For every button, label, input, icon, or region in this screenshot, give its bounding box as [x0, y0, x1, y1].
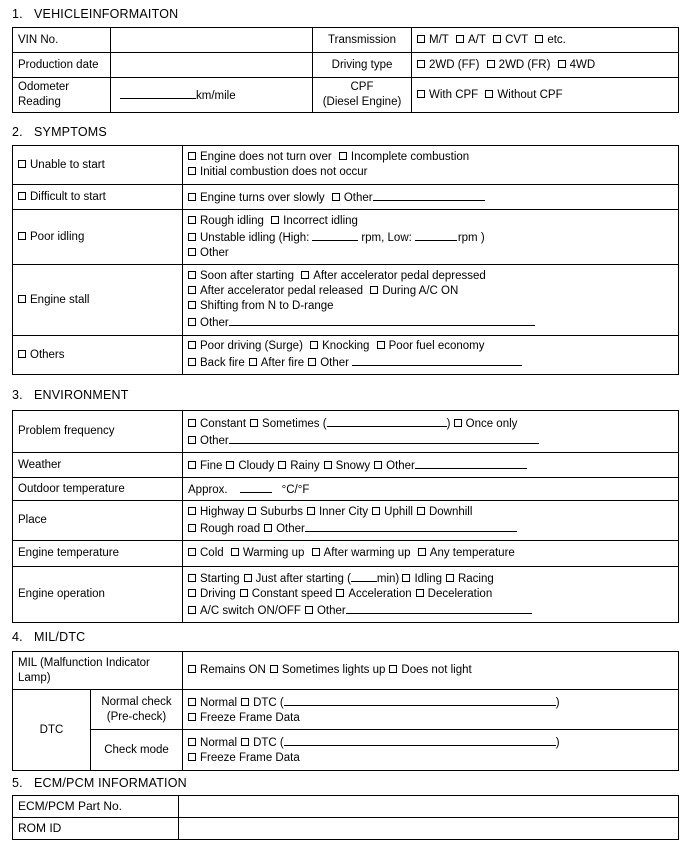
checkbox-after-warming[interactable]: After warming up	[312, 547, 411, 559]
checkbox-icon	[188, 436, 196, 444]
checkbox-icon	[374, 461, 382, 469]
checkbox-icon	[248, 507, 256, 515]
production-date-label: Production date	[13, 53, 111, 78]
checkbox-icon	[558, 60, 566, 68]
checkbox-sometimes[interactable]: Sometimes (	[250, 418, 327, 430]
weather-label: Weather	[13, 453, 183, 478]
normal-check-label: Normal check (Pre-check)	[91, 690, 183, 730]
checkbox-incomplete-combustion[interactable]: Incomplete combustion	[339, 151, 469, 163]
checkbox-icon	[188, 193, 196, 201]
checkbox-with-cpf[interactable]: With CPF	[417, 89, 478, 101]
checkbox-icon	[188, 248, 196, 256]
checkbox-icon	[188, 216, 196, 224]
checkbox-icon	[310, 341, 318, 349]
checkbox-rough-road[interactable]: Rough road	[188, 523, 260, 535]
checkbox-warming-up[interactable]: Warming up	[231, 547, 305, 559]
mil-label: MIL (Malfunction Indicator Lamp)	[13, 652, 183, 690]
checkbox-rainy[interactable]: Rainy	[278, 460, 319, 472]
checkbox-icon	[377, 341, 385, 349]
checkbox-icon	[188, 341, 196, 349]
checkbox-icon	[456, 35, 464, 43]
place-options	[183, 501, 679, 541]
checkbox-snowy[interactable]: Snowy	[324, 460, 371, 472]
checkbox-pedal-released[interactable]: After accelerator pedal released	[188, 285, 363, 297]
checkbox-cold[interactable]: Cold	[188, 547, 224, 559]
ecm-part-label: ECM/PCM Part No.	[13, 796, 179, 818]
engine-temperature-label: Engine temperature	[13, 541, 183, 567]
checkbox-icon	[188, 271, 196, 279]
checkbox-icon	[244, 574, 252, 582]
outdoor-temperature-label: Outdoor temperature	[13, 478, 183, 501]
checkbox-icon	[18, 295, 26, 303]
checkbox-weather-other[interactable]: Other	[374, 460, 415, 472]
checkbox-highway[interactable]: Highway	[188, 506, 244, 518]
checkbox-icon	[250, 419, 258, 427]
checkbox-normal-2[interactable]: Normal	[188, 737, 237, 749]
checkbox-icon	[188, 665, 196, 673]
checkbox-starting[interactable]: Starting	[188, 573, 240, 585]
outdoor-temperature-field[interactable]: Approx. °C/°F	[183, 478, 679, 501]
checkbox-icon	[188, 286, 196, 294]
checkbox-icon	[308, 358, 316, 366]
checkbox-inner-city[interactable]: Inner City	[307, 506, 368, 518]
cpf-options	[412, 78, 679, 113]
checkbox-icon	[312, 548, 320, 556]
checkbox-cvt[interactable]: CVT	[493, 34, 528, 46]
checkbox-once-only[interactable]: Once only	[454, 418, 518, 430]
checkbox-icon	[535, 35, 543, 43]
checkbox-icon	[389, 665, 397, 673]
checkbox-icon	[18, 232, 26, 240]
checkbox-icon	[188, 713, 196, 721]
checkbox-turns-slowly[interactable]: Engine turns over slowly	[188, 192, 325, 204]
checkbox-icon	[249, 358, 257, 366]
checkbox-freeze-frame-2[interactable]: Freeze Frame Data	[188, 752, 300, 764]
checkbox-deceleration[interactable]: Deceleration	[416, 588, 493, 600]
transmission-label: Transmission	[313, 28, 412, 53]
checkbox-downhill[interactable]: Downhill	[417, 506, 472, 518]
engine-operation-label: Engine operation	[13, 567, 183, 623]
odometer-label: Odometer Reading	[13, 78, 111, 113]
vehicle-info-table	[12, 27, 679, 113]
checkbox-just-after-start[interactable]: Just after starting	[244, 573, 344, 585]
vin-label: VIN No.	[13, 28, 111, 53]
checkbox-icon	[305, 606, 313, 614]
others-options	[183, 336, 679, 375]
checkbox-icon	[226, 461, 234, 469]
driving-type-options	[412, 53, 679, 78]
checkbox-idling[interactable]: Idling	[402, 573, 442, 585]
checkbox-ac-switch[interactable]: A/C switch ON/OFF	[188, 605, 301, 617]
checkbox-icon	[188, 753, 196, 761]
checkbox-icon	[485, 90, 493, 98]
checkbox-icon	[264, 524, 272, 532]
checkbox-freeze-frame-1[interactable]: Freeze Frame Data	[188, 712, 300, 724]
checkbox-incorrect-idling[interactable]: Incorrect idling	[271, 215, 358, 227]
checkbox-icon	[271, 216, 279, 224]
problem-frequency-label: Problem frequency	[13, 411, 183, 453]
checkbox-icon	[493, 35, 501, 43]
checkbox-icon	[188, 461, 196, 469]
checkbox-icon	[188, 698, 196, 706]
checkbox-icon	[417, 507, 425, 515]
checkbox-icon	[188, 358, 196, 366]
difficult-options	[183, 185, 679, 210]
checkbox-icon	[188, 606, 196, 614]
checkbox-icon	[241, 698, 249, 706]
check-mode-options: Normal DTC ( ) Freeze Frame Data	[183, 730, 679, 771]
environment-table	[12, 410, 679, 623]
checkbox-icon	[18, 160, 26, 168]
ecm-pcm-table	[12, 795, 679, 840]
checkbox-driving[interactable]: Driving	[188, 588, 236, 600]
symptom-engine-stall[interactable]: Engine stall	[13, 265, 183, 336]
checkbox-initial-combustion[interactable]: Initial combustion does not occur	[188, 166, 367, 178]
checkbox-mt[interactable]: M/T	[417, 34, 449, 46]
checkbox-place-other[interactable]: Other	[264, 523, 305, 535]
checkbox-icon	[417, 60, 425, 68]
engine-temperature-options	[183, 541, 679, 567]
checkbox-rough-idling[interactable]: Rough idling	[188, 215, 264, 227]
section-title-environment: 3. ENVIRONMENT	[12, 388, 129, 402]
dtc-label: DTC	[13, 690, 91, 771]
checkbox-icon	[370, 286, 378, 294]
checkbox-pedal-depressed[interactable]: After accelerator pedal depressed	[301, 270, 486, 282]
symptom-unable-to-start[interactable]: Unable to start	[13, 146, 183, 185]
checkbox-4wd[interactable]: 4WD	[558, 59, 596, 71]
checkbox-icon	[402, 574, 410, 582]
checkbox-icon	[372, 507, 380, 515]
rom-id-field[interactable]	[179, 818, 679, 840]
engine-stall-options	[183, 265, 679, 336]
checkbox-icon	[278, 461, 286, 469]
production-date-field[interactable]	[111, 53, 313, 78]
cpf-label: CPF (Diesel Engine)	[313, 78, 412, 113]
checkbox-icon	[188, 419, 196, 427]
checkbox-normal-1[interactable]: Normal	[188, 697, 237, 709]
symptom-others[interactable]: Others	[13, 336, 183, 375]
checkbox-icon	[188, 301, 196, 309]
checkbox-icon	[188, 167, 196, 175]
checkbox-fine[interactable]: Fine	[188, 460, 222, 472]
checkbox-knocking[interactable]: Knocking	[310, 340, 369, 352]
poor-idling-options: Rough idling Incorrect idling Unstable idling (High: rpm, Low: rpm ) Other	[183, 210, 679, 265]
checkbox-poor-driving[interactable]: Poor driving (Surge)	[188, 340, 303, 352]
checkbox-without-cpf[interactable]: Without CPF	[485, 89, 562, 101]
checkbox-icon	[241, 738, 249, 746]
checkbox-after-fire[interactable]: After fire	[249, 357, 304, 369]
checkbox-icon	[417, 35, 425, 43]
check-mode-label: Check mode	[91, 730, 183, 771]
normal-check-options: Normal DTC ( ) Freeze Frame Data	[183, 690, 679, 730]
place-label: Place	[13, 501, 183, 541]
symptoms-table	[12, 145, 679, 375]
checkbox-at[interactable]: A/T	[456, 34, 486, 46]
checkbox-icon	[417, 90, 425, 98]
engine-operation-options: Starting Just after starting ( min) Idling Racing Driving Constant speed Acceleration Deceleration A/C switch ON/OFF Other	[183, 567, 679, 623]
checkbox-fuel-economy[interactable]: Poor fuel economy	[377, 340, 485, 352]
ecm-part-field[interactable]	[179, 796, 679, 818]
checkbox-any-temp[interactable]: Any temperature	[418, 547, 515, 559]
checkbox-icon	[454, 419, 462, 427]
checkbox-icon	[188, 233, 196, 241]
checkbox-acceleration[interactable]: Acceleration	[336, 588, 411, 600]
checkbox-remains-on[interactable]: Remains ON	[188, 664, 266, 676]
mil-dtc-table	[12, 651, 679, 771]
driving-type-label: Driving type	[313, 53, 412, 78]
checkbox-icon	[18, 192, 26, 200]
checkbox-2wd-fr[interactable]: 2WD (FR)	[487, 59, 551, 71]
checkbox-icon	[188, 524, 196, 532]
checkbox-icon	[418, 548, 426, 556]
checkbox-constant-speed[interactable]: Constant speed	[240, 588, 333, 600]
checkbox-shifting[interactable]: Shifting from N to D-range	[188, 300, 334, 312]
checkbox-icon	[301, 271, 309, 279]
unable-options	[183, 146, 679, 185]
checkbox-icon	[188, 738, 196, 746]
checkbox-others-other[interactable]: Other	[308, 357, 349, 369]
checkbox-2wd-ff[interactable]: 2WD (FF)	[417, 59, 479, 71]
checkbox-dtc-2[interactable]: DTC (	[241, 737, 284, 749]
checkbox-cloudy[interactable]: Cloudy	[226, 460, 274, 472]
rom-id-label: ROM ID	[13, 818, 179, 840]
checkbox-icon	[240, 589, 248, 597]
checkbox-icon	[336, 589, 344, 597]
odometer-field[interactable]: km/mile	[111, 78, 313, 113]
transmission-options	[412, 28, 679, 53]
checkbox-etc[interactable]: etc.	[535, 34, 566, 46]
checkbox-icon	[188, 152, 196, 160]
symptom-difficult-to-start[interactable]: Difficult to start	[13, 185, 183, 210]
checkbox-icon	[188, 318, 196, 326]
section-title-mil-dtc: 4. MIL/DTC	[12, 630, 86, 644]
checkbox-during-ac[interactable]: During A/C ON	[370, 285, 458, 297]
checkbox-icon	[324, 461, 332, 469]
checkbox-no-turn-over[interactable]: Engine does not turn over	[188, 151, 332, 163]
checkbox-operation-other[interactable]: Other	[305, 605, 346, 617]
checkbox-does-not-light[interactable]: Does not light	[389, 664, 471, 676]
checkbox-unstable-idling[interactable]: Unstable idling	[188, 232, 275, 244]
checkbox-icon	[416, 589, 424, 597]
checkbox-racing[interactable]: Racing	[446, 573, 494, 585]
checkbox-back-fire[interactable]: Back fire	[188, 357, 245, 369]
frequency-options: Constant Sometimes ( ) Once only Other	[183, 411, 679, 453]
checkbox-icon	[487, 60, 495, 68]
checkbox-freq-other[interactable]: Other	[188, 435, 229, 447]
checkbox-difficult-other[interactable]: Other	[332, 192, 373, 204]
symptom-poor-idling[interactable]: Poor idling	[13, 210, 183, 265]
checkbox-icon	[188, 507, 196, 515]
checkbox-constant[interactable]: Constant	[188, 418, 246, 430]
vin-field[interactable]	[111, 28, 313, 53]
checkbox-suburbs[interactable]: Suburbs	[248, 506, 303, 518]
checkbox-poor-other[interactable]: Other	[188, 247, 229, 259]
checkbox-soon-after-start[interactable]: Soon after starting	[188, 270, 294, 282]
section-title-symptoms: 2. SYMPTOMS	[12, 125, 107, 139]
checkbox-dtc-1[interactable]: DTC (	[241, 697, 284, 709]
checkbox-uphill[interactable]: Uphill	[372, 506, 413, 518]
checkbox-stall-other[interactable]: Other	[188, 317, 229, 329]
checkbox-icon	[270, 665, 278, 673]
checkbox-icon	[18, 350, 26, 358]
checkbox-icon	[231, 548, 239, 556]
checkbox-sometimes-lights[interactable]: Sometimes lights up	[270, 664, 386, 676]
checkbox-icon	[339, 152, 347, 160]
mil-options	[183, 652, 679, 690]
checkbox-icon	[188, 548, 196, 556]
checkbox-icon	[307, 507, 315, 515]
weather-options	[183, 453, 679, 478]
checkbox-icon	[332, 193, 340, 201]
checkbox-icon	[188, 574, 196, 582]
section-title-ecm-pcm: 5. ECM/PCM INFORMATION	[12, 776, 187, 790]
checkbox-icon	[188, 589, 196, 597]
section-title-vehicle-info: 1. VEHICLEINFORMAITON	[12, 7, 179, 21]
checkbox-icon	[446, 574, 454, 582]
